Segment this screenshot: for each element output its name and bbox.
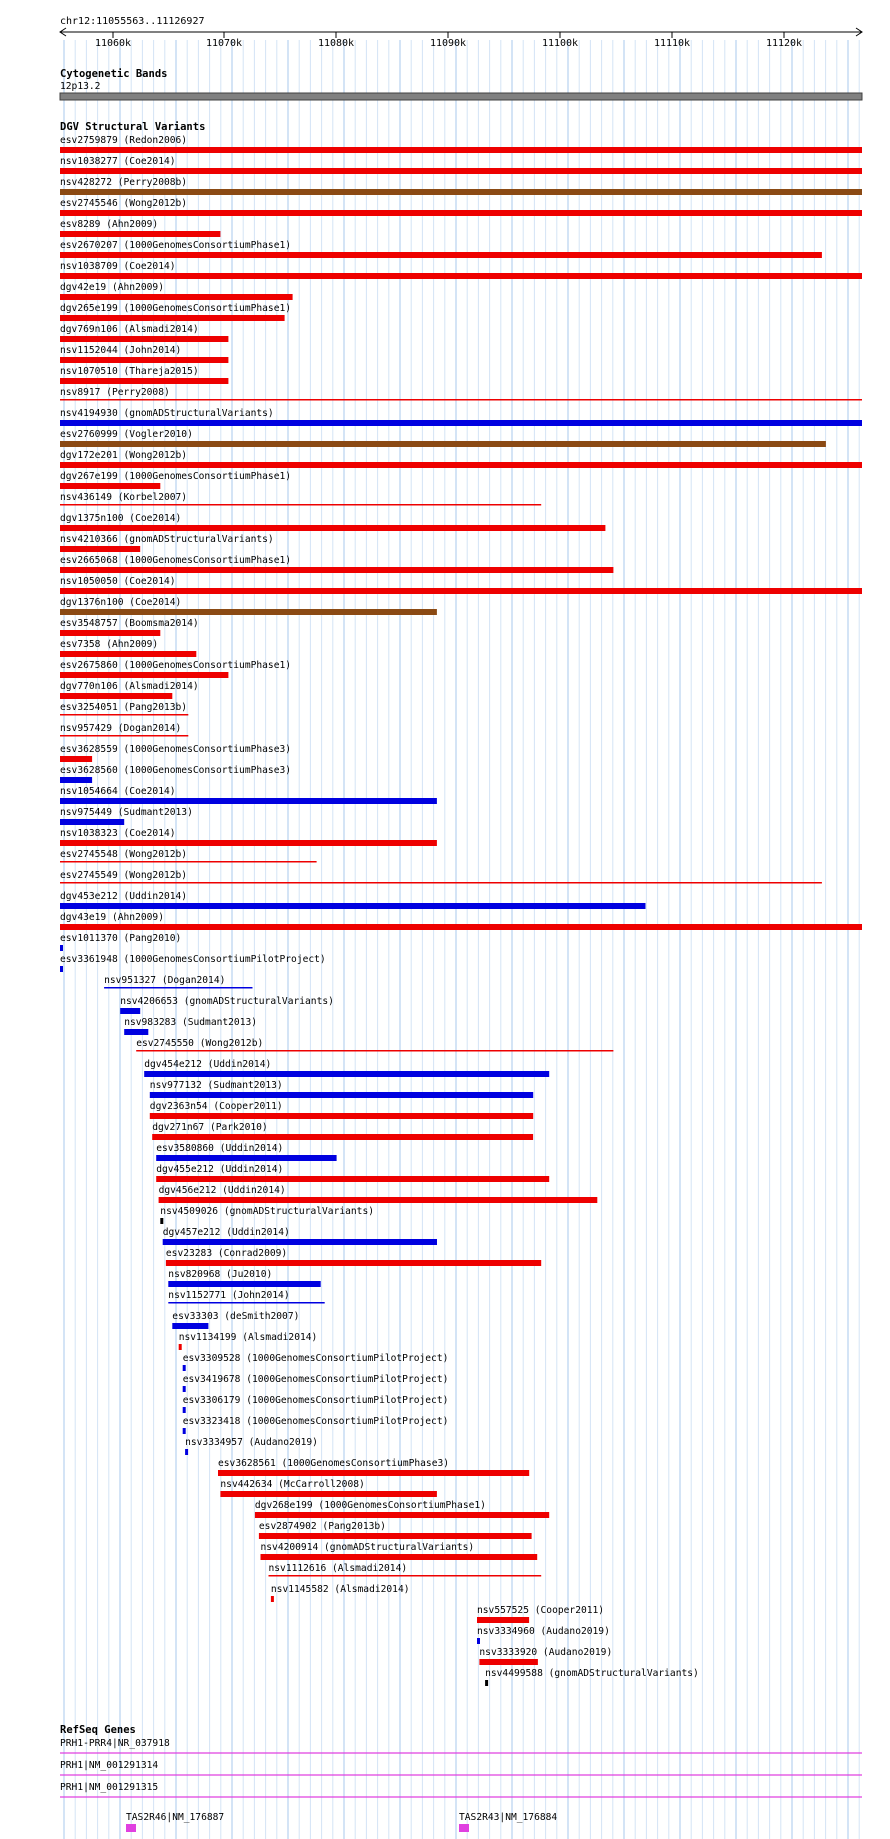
transcript-label: PRH1|NM_001291315 [60,1782,159,1793]
variant-label: nsv957429 (Dogan2014) [60,723,182,734]
variant-bar[interactable] [163,1239,437,1245]
region-coordinates: chr12:11055563..11126927 [60,16,205,27]
variant-bar[interactable] [220,1491,437,1497]
variant-bar[interactable] [60,882,822,884]
variant-bar[interactable] [168,1281,320,1287]
variant-label: nsv436149 (Korbel2007) [60,492,188,503]
variant-bar[interactable] [60,714,188,716]
variant-bar[interactable] [60,462,862,468]
variant-label: dgv454e212 (Uddin2014) [144,1059,272,1070]
variant-bar[interactable] [159,1197,598,1203]
variant-label: nsv1038323 (Coe2014) [60,828,176,839]
variant-bar[interactable] [160,1218,163,1224]
variant-label: esv3548757 (Boomsma2014) [60,618,199,629]
variant-bar[interactable] [60,903,646,909]
variant-label: esv2745550 (Wong2012b) [136,1038,264,1049]
variant-label: dgv42e19 (Ahn2009) [60,282,164,293]
variant-bar[interactable] [60,693,172,699]
variant-label: esv2760999 (Vogler2010) [60,429,193,440]
variant-label: dgv2363n54 (Cooper2011) [149,1101,283,1112]
variant-label: nsv1152044 (John2014) [60,345,182,356]
variant-label: nsv975449 (Sudmant2013) [60,807,193,818]
cytoband-bar[interactable] [60,93,862,100]
variant-bar[interactable] [60,861,317,863]
variant-bar[interactable] [124,1029,148,1035]
variant-bar[interactable] [60,672,228,678]
variant-bar[interactable] [183,1407,186,1413]
variant-bar[interactable] [150,1113,533,1119]
variant-label: esv2745548 (Wong2012b) [60,849,188,860]
variant-label: nsv3334960 (Audano2019) [477,1626,610,1637]
variant-label: nsv820968 (Ju2010) [168,1269,273,1280]
variant-bar[interactable] [156,1155,336,1161]
ruler-tick-label: 11120k [765,38,803,49]
variant-label: nsv557525 (Cooper2011) [477,1605,605,1616]
variant-bar[interactable] [185,1449,188,1455]
variant-label: dgv770n106 (Alsmadi2014) [60,681,199,692]
variant-label: esv7358 (Ahn2009) [60,639,159,650]
variant-label: nsv983283 (Sudmant2013) [124,1017,258,1028]
variant-label: esv2745546 (Wong2012b) [60,198,188,209]
variant-label: nsv977132 (Sudmant2013) [149,1080,283,1091]
dgv-structural-variants-track[interactable] [60,135,862,1686]
variant-bar[interactable] [60,441,826,447]
variant-label: esv2745549 (Wong2012b) [60,870,188,881]
gene-label: TAS2R46|NM_176887 [126,1812,225,1823]
variant-label: nsv4200914 (gnomADStructuralVariants) [260,1542,475,1553]
variant-bar[interactable] [60,924,862,930]
variant-label: dgv267e199 (1000GenomesConsortiumPhase1) [60,471,292,482]
variant-bar[interactable] [183,1428,186,1434]
variant-bar[interactable] [172,1323,208,1329]
gene-exon[interactable] [126,1824,136,1832]
variant-label: dgv453e212 (Uddin2014) [60,891,188,902]
variant-label: esv2670207 (1000GenomesConsortiumPhase1) [60,240,292,251]
variant-bar[interactable] [60,966,63,972]
variant-label: esv2759879 (Redon2006) [60,135,188,146]
variant-bar[interactable] [183,1386,186,1392]
variant-label: esv3419678 (1000GenomesConsortiumPilotProject) [182,1374,449,1385]
ruler-tick-label: 11080k [317,38,355,49]
ruler-tick-label: 11110k [653,38,691,49]
variant-label: esv3628561 (1000GenomesConsortiumPhase3) [218,1458,450,1469]
variant-label: nsv4206653 (gnomADStructuralVariants) [120,996,334,1007]
variant-label: nsv3334957 (Audano2019) [185,1437,318,1448]
variant-bar[interactable] [60,588,862,594]
variant-label: nsv8917 (Perry2008) [60,387,170,398]
variant-label: dgv172e201 (Wong2012b) [60,450,188,461]
variant-label: nsv1134199 (Alsmadi2014) [178,1332,318,1343]
variant-bar[interactable] [60,777,92,783]
variant-bar[interactable] [477,1617,529,1623]
gene-exon[interactable] [459,1824,469,1832]
variant-label: dgv268e199 (1000GenomesConsortiumPhase1) [254,1500,486,1511]
variant-bar[interactable] [60,630,160,636]
variant-label: dgv1376n100 (Coe2014) [60,597,182,608]
variant-label: nsv1070510 (Thareja2015) [60,366,199,377]
variant-bar[interactable] [60,483,160,489]
variant-bar[interactable] [60,546,140,552]
variant-bar[interactable] [60,147,862,153]
variant-bar[interactable] [183,1365,186,1371]
variant-bar[interactable] [120,1008,140,1014]
variant-bar[interactable] [60,189,862,195]
variant-bar[interactable] [150,1092,533,1098]
variant-bar[interactable] [60,525,605,531]
refseq-genes-track[interactable] [60,1738,862,1832]
variant-label: esv2675860 (1000GenomesConsortiumPhase1) [60,660,292,671]
variant-bar[interactable] [259,1533,532,1539]
variant-label: esv3309528 (1000GenomesConsortiumPilotProject) [182,1353,449,1364]
variant-label: esv33303 (deSmith2007) [172,1311,300,1322]
variant-label: nsv4210366 (gnomADStructuralVariants) [60,534,274,545]
variant-bar[interactable] [218,1470,529,1476]
variant-label: dgv265e199 (1000GenomesConsortiumPhase1) [60,303,292,314]
variant-bar[interactable] [60,798,437,804]
variant-bar[interactable] [60,357,228,363]
transcript-label: PRH1|NM_001291314 [60,1760,159,1771]
variant-bar[interactable] [144,1071,549,1077]
variant-label: nsv1054664 (Coe2014) [60,786,176,797]
coordinate-ruler[interactable] [60,28,862,49]
variant-label: nsv1152771 (John2014) [168,1290,290,1301]
variant-bar[interactable] [60,231,220,237]
variant-bar[interactable] [60,819,124,825]
variant-bar[interactable] [479,1659,538,1665]
variant-label: dgv271n67 (Park2010) [152,1122,268,1133]
variant-label: dgv455e212 (Uddin2014) [156,1164,284,1175]
variant-bar[interactable] [60,399,862,401]
variant-bar[interactable] [261,1554,538,1560]
variant-label: nsv1112616 (Alsmadi2014) [268,1563,408,1574]
variant-bar[interactable] [269,1575,542,1577]
variant-bar[interactable] [271,1596,274,1602]
variant-bar[interactable] [60,504,541,506]
variant-label: esv2665068 (1000GenomesConsortiumPhase1) [60,555,292,566]
variant-label: esv1011370 (Pang2010) [60,933,182,944]
variant-label: nsv4509026 (gnomADStructuralVariants) [160,1206,375,1217]
variant-bar[interactable] [60,420,862,426]
variant-bar[interactable] [60,168,862,174]
ruler-tick-label: 11100k [541,38,579,49]
variant-bar[interactable] [60,840,437,846]
variant-bar[interactable] [485,1680,488,1686]
variant-bar[interactable] [136,1050,613,1052]
variant-bar[interactable] [179,1344,182,1350]
variant-bar[interactable] [60,651,196,657]
cytoband-track-title: Cytogenetic Bands [60,68,168,80]
variant-label: nsv4194930 (gnomADStructuralVariants) [60,408,274,419]
variant-bar[interactable] [168,1302,324,1304]
variant-bar[interactable] [255,1512,549,1518]
variant-bar[interactable] [60,315,285,321]
variant-bar[interactable] [60,210,862,216]
variant-label: nsv1050050 (Coe2014) [60,576,176,587]
variant-label: nsv1145582 (Alsmadi2014) [270,1584,410,1595]
transcript-label: PRH1-PRR4|NR_037918 [60,1738,170,1749]
gene-label: TAS2R43|NM_176884 [459,1812,558,1823]
variant-label: esv3361948 (1000GenomesConsortiumPilotProject) [60,954,326,965]
variant-bar[interactable] [477,1638,480,1644]
variant-label: dgv456e212 (Uddin2014) [158,1185,286,1196]
variant-label: nsv1038277 (Coe2014) [60,156,176,167]
variant-bar[interactable] [60,378,228,384]
variant-label: dgv1375n100 (Coe2014) [60,513,182,524]
variant-label: esv23283 (Conrad2009) [165,1248,288,1259]
variant-bar[interactable] [156,1176,549,1182]
variant-bar[interactable] [60,735,188,737]
variant-bar[interactable] [60,567,613,573]
variant-label: esv3306179 (1000GenomesConsortiumPilotProject) [182,1395,449,1406]
variant-label: esv3254051 (Pang2013b) [60,702,188,713]
variant-bar[interactable] [60,756,92,762]
ruler-tick-label: 11070k [205,38,243,49]
variant-bar[interactable] [60,609,437,615]
variant-label: esv3580860 (Uddin2014) [156,1143,284,1154]
ruler-tick-label: 11090k [429,38,467,49]
variant-label: nsv1038709 (Coe2014) [60,261,176,272]
variant-label: nsv4499588 (gnomADStructuralVariants) [485,1668,699,1679]
variant-bar[interactable] [60,273,862,279]
cytoband-label: 12p13.2 [60,81,101,92]
variant-bar[interactable] [60,252,822,258]
variant-label: nsv442634 (McCarroll2008) [220,1479,365,1490]
variant-bar[interactable] [60,945,63,951]
variant-label: esv3628559 (1000GenomesConsortiumPhase3) [60,744,292,755]
variant-bar[interactable] [60,294,293,300]
variant-label: dgv457e212 (Uddin2014) [162,1227,290,1238]
variant-label: esv2874902 (Pang2013b) [258,1521,386,1532]
dgv-track-title: DGV Structural Variants [60,121,206,133]
refseq-track-title: RefSeq Genes [60,1724,136,1736]
ruler-tick-label: 11060k [94,38,132,49]
variant-label: esv3628560 (1000GenomesConsortiumPhase3) [60,765,292,776]
variant-label: dgv769n106 (Alsmadi2014) [60,324,199,335]
variant-bar[interactable] [60,336,228,342]
variant-label: dgv43e19 (Ahn2009) [60,912,164,923]
variant-label: nsv951327 (Dogan2014) [104,975,226,986]
variant-label: nsv3333920 (Audano2019) [479,1647,613,1658]
variant-label: esv3323418 (1000GenomesConsortiumPilotProject) [182,1416,449,1427]
variant-bar[interactable] [104,987,252,989]
variant-bar[interactable] [152,1134,533,1140]
variant-bar[interactable] [166,1260,541,1266]
variant-label: esv8289 (Ahn2009) [60,219,159,230]
variant-label: nsv428272 (Perry2008b) [60,177,188,188]
